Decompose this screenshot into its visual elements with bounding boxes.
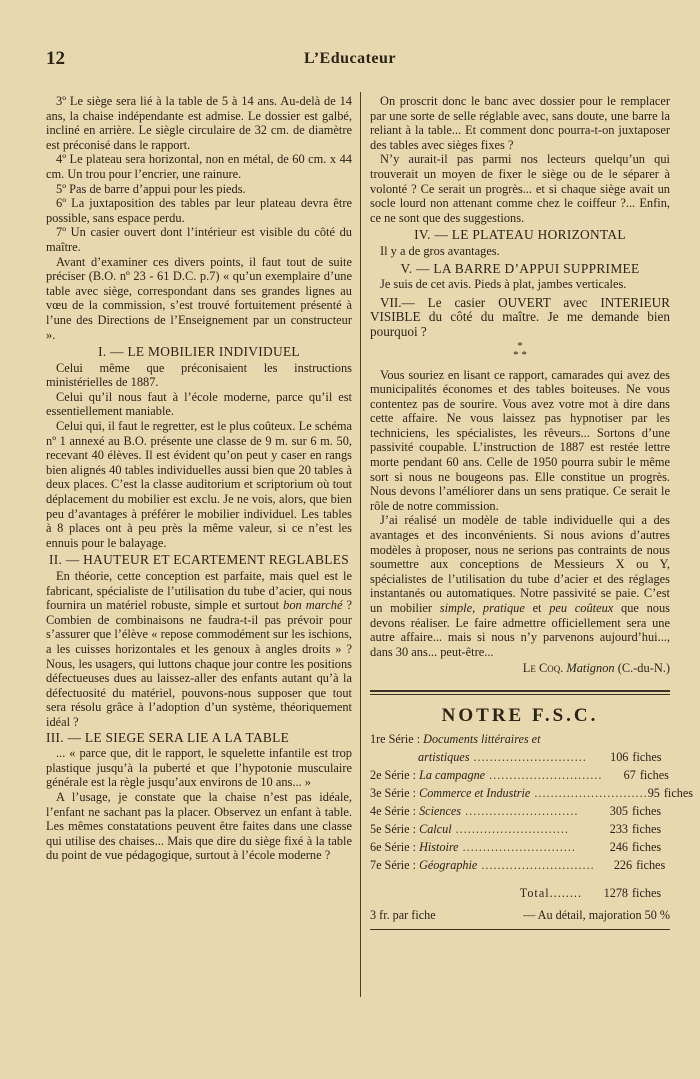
leader-dots: ............................ bbox=[451, 821, 569, 836]
signature: Le Coq. Matignon (C.-du-N.) bbox=[522, 661, 670, 676]
separator-rule bbox=[370, 694, 670, 695]
paragraph: Il y a de gros avantages. bbox=[380, 243, 500, 258]
series-row bbox=[370, 838, 670, 856]
emphasis: peu coûteux bbox=[549, 601, 614, 615]
series-row bbox=[370, 820, 670, 838]
paragraph: J’ai réalisé un modèle de table individuelle qui a des avantages et des inconvénients. Si nous avions d’autres modèles à proposer, nous ne serions pas contraints de nous soumettre aux conceptions de Messieurs X ou Y, spécialistes de l’utilisation du tube d’acier et des réglages instantanés ou automatiques. Notre passivité se paie. C’est un mobilier simple, pratique et peu coûteux que nous devons réaliser. Le faire admettre officiellement sera une autre affaire... mais si nous n’y parvenons aujourd’hui..., dans 30 ans... peut-être... bbox=[370, 513, 670, 659]
separator-rule bbox=[370, 690, 670, 692]
series-row bbox=[370, 802, 670, 820]
leader-dots: ............................ bbox=[458, 839, 576, 854]
total-count: 1278 bbox=[603, 885, 628, 900]
paragraph: 4º Le plateau sera horizontal, non en métal, de 60 cm. x 44 cm. Un trou pour l’encrier, une rainure. bbox=[46, 152, 352, 181]
series-count: 106 bbox=[610, 749, 629, 764]
series-row bbox=[370, 730, 670, 748]
series-count bbox=[586, 730, 628, 748]
series-name: Histoire bbox=[419, 839, 459, 854]
column-divider bbox=[360, 92, 361, 997]
section-heading: II. — HAUTEUR ET ECARTEMENT REGLABLES bbox=[49, 552, 349, 568]
leader-dots: ............................ bbox=[530, 785, 648, 800]
right-column bbox=[370, 94, 693, 930]
total-unit: fiches bbox=[632, 885, 662, 900]
total-row bbox=[370, 886, 670, 901]
series-number: 6e Série : bbox=[370, 839, 420, 854]
journal-title: L’Educateur bbox=[303, 50, 397, 67]
section-heading: III. — LE SIEGE SERA LIE A LA TABLE bbox=[46, 729, 290, 745]
leader-dots: ............................ bbox=[477, 857, 595, 872]
section-heading: V. — LA BARRE D’APPUI SUPPRIMEE bbox=[400, 260, 640, 276]
series-name: Sciences bbox=[419, 803, 462, 818]
leader-dots: ............................ bbox=[469, 749, 587, 764]
paragraph: ... « parce que, dit le rapport, le squelette infantile est trop plastique jusqu’à la puberté et que l’hypotonie musculaire générale est la règle jusqu’aux environs de 10 ans... » bbox=[46, 746, 352, 790]
series-unit: fiches bbox=[632, 839, 662, 854]
price: 3 fr. par fiche bbox=[370, 908, 436, 923]
paragraph: 7º Un casier ouvert dont l’intérieur est visible du côté du maître. bbox=[46, 225, 352, 254]
paragraph: Celui qu’il nous faut à l’école moderne, parce qu’il est essentiellement maniable. bbox=[46, 389, 352, 419]
paragraph: Je suis de cet avis. Pieds à plat, jambes verticales. bbox=[380, 277, 627, 292]
series-number: 2e Série : bbox=[370, 767, 420, 782]
paragraph: Celui même que préconisaient les instructions ministérielles de 1887. bbox=[46, 360, 352, 390]
fsc-title: NOTRE F.S.C. bbox=[441, 704, 599, 726]
series-unit bbox=[628, 730, 670, 748]
series-unit: fiches bbox=[639, 767, 669, 782]
series-count: 305 bbox=[609, 803, 628, 818]
series-name: Documents littéraires et bbox=[423, 731, 541, 746]
series-unit: fiches bbox=[636, 857, 666, 872]
series-unit: fiches bbox=[632, 749, 662, 764]
series-name: artistiques bbox=[418, 749, 470, 764]
leader-dots: ............................ bbox=[461, 803, 579, 818]
paragraph: Avant d’examiner ces divers points, il faut tout de suite préciser (B.O. nº 23 - 61 D.C. p.7) « qu’un exemplaire d’une table avec siège, correspondant dans ses grandes lignes au vœu de la commission, s’est trouvé fortuitement présenté à l’une des Directions de l’Enseignement par un constructeur ». bbox=[46, 254, 352, 342]
series-count: 95 bbox=[647, 785, 660, 800]
paragraph: 5º Pas de barre d’appui pour les pieds. bbox=[56, 181, 246, 196]
series-unit: fiches bbox=[632, 803, 662, 818]
series-count: 233 bbox=[609, 821, 628, 836]
emphasis: bon marché bbox=[283, 598, 343, 613]
paragraph: En théorie, cette conception est parfaite, mais quel est le fabricant, spécialiste de l’utilisation du tube d’acier, qui nous fournira un matériel robuste, simple et surtout bon marché ? Combien de combinaisons ne faudra-t-il pas prévoir pour s’assurer que l’élève « repose commodément sur les ischions, a les cuisses horizontales et les genoux à angles droits » ? Nous, les usagers, qui luttons chaque jour contre les positions défectueuses dues au laissez-aller des enfants autant qu’à la défectuosité du matériel, pouvons-nous supposer que tout sera résolu grâce à l’adoption d’un système, théoriquement idéal ? bbox=[46, 569, 352, 729]
paragraph: N’y aurait-il pas parmi nos lecteurs quelqu’un qui trouverait un moyen de fixer le siège ou de le séparer à volonté ? Ce serait un progrès... et si chaque siège avait un socle lourd non attenant comme chez le coiffeur ?... Enfin, ce ne sont que des suggestions. bbox=[370, 152, 670, 225]
paragraph: Celui qui, il faut le regretter, est le plus coûteux. Le schéma nº 1 annexé au B.O. présente une classe de 9 m. sur 6 m. 50, recevant 40 élèves. Il est évident qu’on peut y caser en rangs bien alignés 40 tables individuelles aussi bien que 20 tables à deux places. C’est la classe auditorium et scriptorium où tout déplacement du mobilier est exclu. Je ne vois, alors, que bien peu d’avantages à préférer le mobilier individuel. Les tables à 8 places ont à peu près la même valeur, si ce n’est les ennuis pour le balayage. bbox=[46, 419, 352, 550]
fsc-box bbox=[370, 704, 693, 930]
series-name: Commerce et Industrie bbox=[419, 785, 531, 800]
paragraph: On proscrit donc le banc avec dossier pour le remplacer par une sorte de selle réglable avec, sans doute, une barre la reliant à la table... Et comment donc pourra-t-on juxtaposer des tables avec sièges fixes ? bbox=[370, 94, 670, 152]
series-number: 1re Série : bbox=[370, 731, 424, 746]
series-count: 246 bbox=[609, 839, 628, 854]
paragraph: Vous souriez en lisant ce rapport, camarades qui avez des municipalités économes et des tables boiteuses. Ne vous contentez pas de sourire. Vous avez votre mot à dire dans cette affaire. Ne vous laissez pas hypnotiser par les techniciens, les spécialistes, les rêveurs... Sortons d’une passivité coupable. L’instruction de 1887 est restée lettre morte pendant 60 ans. Celle de 1950 pourra subir le même sort si nous ne bougeons pas. Elle constitue un progrès. Nous devons l’améliorer dans un sens pratique. Ce serait le rôle de notre commission. bbox=[370, 367, 670, 513]
series-unit: fiches bbox=[663, 785, 693, 800]
series-number: 7e Série : bbox=[370, 857, 420, 872]
series-unit: fiches bbox=[632, 821, 662, 836]
series-number: 4e Série : bbox=[370, 803, 420, 818]
series-row bbox=[370, 766, 670, 784]
series-row bbox=[370, 784, 693, 802]
section-heading: IV. — LE PLATEAU HORIZONTAL bbox=[414, 227, 626, 243]
series-name: La campagne bbox=[419, 767, 486, 782]
paragraph: A l’usage, je constate que la chaise n’est pas idéale, l’enfant ne sachant pas la placer. Observez un enfant à table. Les mêmes constatations peuvent être faites dans une classe qui utilise des chaises... Mais que dire du siège fixé à la table du point de vue pédagogique, surtout à l’école moderne ? bbox=[46, 789, 352, 863]
paragraph: 6º La juxtaposition des tables par leur plateau devra être possible, sans espace perdu. bbox=[46, 196, 352, 225]
series-row bbox=[370, 748, 670, 766]
series-name: Calcul bbox=[419, 821, 452, 836]
series-number: 5e Série : bbox=[370, 821, 420, 836]
price-line bbox=[370, 908, 670, 923]
emphasis: simple, pratique bbox=[439, 601, 525, 615]
total-label: Total........ bbox=[519, 885, 582, 900]
series-list bbox=[370, 730, 693, 874]
page-header bbox=[46, 48, 654, 72]
paragraph: 3º Le siège sera lié à la table de 5 à 14 ans. Au-delà de 14 ans, la chaise indépendante est admise. Le dossier est galbé, incliné en arrière. Le siègle circulaire de 32 cm. de diamètre est préconisé dans le rapport. bbox=[46, 94, 352, 152]
series-count: 226 bbox=[613, 857, 633, 872]
section-heading: I. — LE MOBILIER INDIVIDUEL bbox=[98, 344, 300, 360]
series-name: Géographie bbox=[419, 857, 478, 872]
detail-price: — Au détail, majoration 50 % bbox=[523, 908, 670, 923]
separator-rule bbox=[370, 929, 670, 930]
left-column bbox=[46, 94, 352, 863]
series-count: 67 bbox=[623, 767, 636, 782]
section-heading-paragraph: VII.— Le casier OUVERT avec INTERIEUR VISIBLE du côté du maître. Je me demande bien pourquoi ? bbox=[370, 294, 670, 339]
page-number: 12 bbox=[46, 48, 65, 69]
section-separator: * * * bbox=[513, 339, 527, 361]
series-number: 3e Série : bbox=[370, 785, 420, 800]
series-row bbox=[370, 856, 670, 874]
leader-dots: ............................ bbox=[485, 767, 603, 782]
